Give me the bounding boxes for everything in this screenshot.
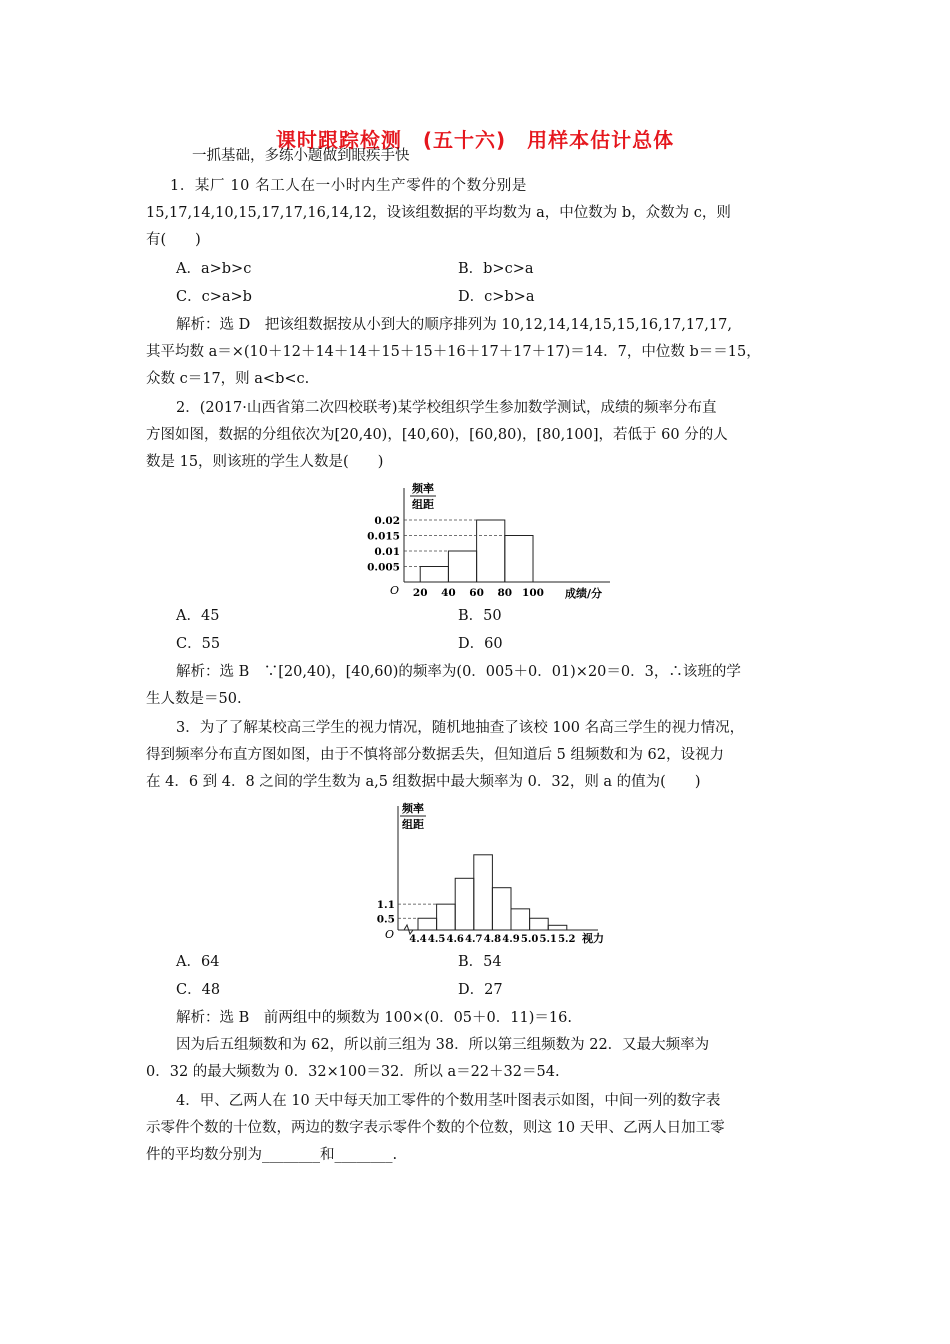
histogram-bar — [455, 878, 474, 930]
q3-option-d: D．27 — [458, 982, 503, 998]
histogram-bar — [448, 551, 476, 582]
x-tick-label: 4.4 — [409, 934, 427, 945]
x-tick-label: 20 — [412, 587, 428, 599]
q2-line-1: 2．(2017·山西省第二次四校联考)某学校组织学生参加数学测试，成绩的频率分布直 — [176, 400, 717, 416]
q1-solution-2: 其平均数 a＝×(10＋12＋14＋14＋15＋15＋16＋17＋17＋17)＝14．7，中位数 b＝＝15， — [146, 344, 761, 360]
histogram-bar — [548, 925, 567, 930]
y-tick-label: 0.5 — [376, 913, 395, 926]
q3-line-1: 3．为了了解某校高三学生的视力情况，随机地抽查了该校 100 名高三学生的视力情况， — [176, 720, 745, 736]
x-tick-label: 4.8 — [483, 934, 502, 945]
origin-label: O — [385, 928, 395, 941]
x-tick-label: 4.9 — [502, 934, 520, 945]
x-tick-label: 5.2 — [558, 934, 576, 945]
y-tick-label: 1.1 — [376, 899, 395, 912]
q3-solution-3: 0．32 的最大频数为 0．32×100＝32．所以 a＝22＋32＝54. — [146, 1064, 560, 1080]
x-tick-label: 4.5 — [427, 934, 446, 945]
x-tick-label: 4.7 — [465, 934, 483, 945]
histogram-bar — [437, 904, 456, 930]
q2-option-b: B．50 — [458, 608, 502, 624]
y-label-bottom: 组距 — [402, 818, 424, 831]
q3-solution-2: 因为后五组频数和为 62，所以前三组为 38．所以第三组频数为 22．又最大频率为 — [176, 1037, 710, 1053]
q3-option-a: A．64 — [176, 954, 220, 970]
q4-line-1: 4．甲、乙两人在 10 天中每天加工零件的个数用茎叶图表示如图，中间一列的数字表 — [176, 1093, 721, 1109]
x-tick-label: 80 — [497, 587, 513, 599]
q2-option-d: D．60 — [458, 636, 503, 652]
histogram-bar — [420, 567, 448, 583]
q1-solution-3: 众数 c＝17，则 a<b<c. — [146, 371, 310, 387]
y-tick-label: 0.005 — [367, 561, 400, 574]
histogram-bar — [477, 520, 505, 582]
histogram-bar — [492, 888, 511, 930]
origin-label: O — [390, 584, 400, 597]
q2-line-2: 方图如图，数据的分组依次为[20,40)，[40,60)，[60,80)，[80,100]，若低于 60 分的人 — [146, 427, 728, 443]
section-heading: 一抓基础，多练小题做到眼疾手快 — [192, 148, 410, 164]
histogram-bar — [505, 536, 533, 583]
y-tick-label: 0.01 — [374, 546, 400, 558]
y-label-top: 频率 — [412, 482, 434, 495]
y-label-top: 频率 — [402, 802, 424, 815]
x-tick-label: 5.1 — [539, 934, 557, 945]
x-tick-label: 4.6 — [446, 934, 464, 945]
q3-solution-1: 解析：选 B 前两组中的频数为 100×(0．05＋0．11)＝16. — [176, 1010, 572, 1026]
q1-option-d: D．c>b>a — [458, 289, 535, 305]
q1-line-2: 15,17,14,10,15,17,17,16,14,12，设该组数据的平均数为 a，中位数为 b，众数为 c，则 — [146, 205, 731, 221]
q3-option-c: C．48 — [176, 982, 221, 998]
q1-line-1: 1．某厂 10 名工人在一小时内生产零件的个数分别是 — [170, 178, 527, 194]
q1-solution-1: 解析：选 D 把该组数据按从小到大的顺序排列为 10,12,14,14,15,15,16,17,17,17, — [176, 317, 732, 333]
histogram-bar — [511, 909, 530, 930]
q2-solution-2: 生人数是＝50. — [146, 691, 242, 707]
q3-line-2: 得到频率分布直方图如图，由于不慎将部分数据丢失，但知道后 5 组频数和为 62，设视力 — [146, 747, 724, 763]
q4-line-3: 件的平均数分别为________和________. — [146, 1147, 398, 1163]
x-tick-label: 40 — [441, 587, 456, 599]
y-label-bottom: 组距 — [412, 498, 434, 511]
q2-option-a: A．45 — [176, 608, 220, 624]
page-title: 课时跟踪检测 (五十六) 用样本估计总体 — [275, 128, 675, 152]
q1-line-3: 有( ) — [146, 232, 201, 248]
histogram-eyesight — [370, 800, 620, 948]
q1-option-b: B．b>c>a — [458, 261, 534, 277]
q3-option-b: B．54 — [458, 954, 502, 970]
y-tick-label: 0.02 — [374, 515, 400, 527]
x-axis-label: 成绩/分 — [565, 587, 603, 600]
histogram-bar — [418, 918, 437, 930]
q3-line-3: 在 4．6 到 4．8 之间的学生数为 a,5 组数据中最大频率为 0．32，则 a 的值为( ) — [146, 774, 701, 790]
q2-option-c: C．55 — [176, 636, 221, 652]
q4-line-2: 示零件个数的十位数，两边的数字表示零件个数的个位数，则这 10 天甲、乙两人日加工零 — [146, 1120, 725, 1136]
histogram-bar — [530, 918, 549, 930]
q1-option-c: C．c>a>b — [176, 289, 252, 305]
histogram-bar — [474, 855, 493, 930]
q2-line-3: 数是 15，则该班的学生人数是( ) — [146, 454, 384, 470]
x-axis-label: 视力 — [582, 932, 604, 945]
q2-solution-1: 解析：选 B ∵[20,40)，[40,60)的频率为(0．005＋0．01)×20＝0．3，∴该班的学 — [176, 664, 741, 680]
y-tick-label: 0.015 — [367, 530, 400, 543]
q1-option-a: A．a>b>c — [176, 261, 252, 277]
histogram-scores — [360, 480, 620, 605]
x-tick-label: 5.0 — [520, 934, 539, 945]
x-tick-label: 100 — [522, 587, 544, 599]
x-tick-label: 60 — [469, 587, 484, 599]
